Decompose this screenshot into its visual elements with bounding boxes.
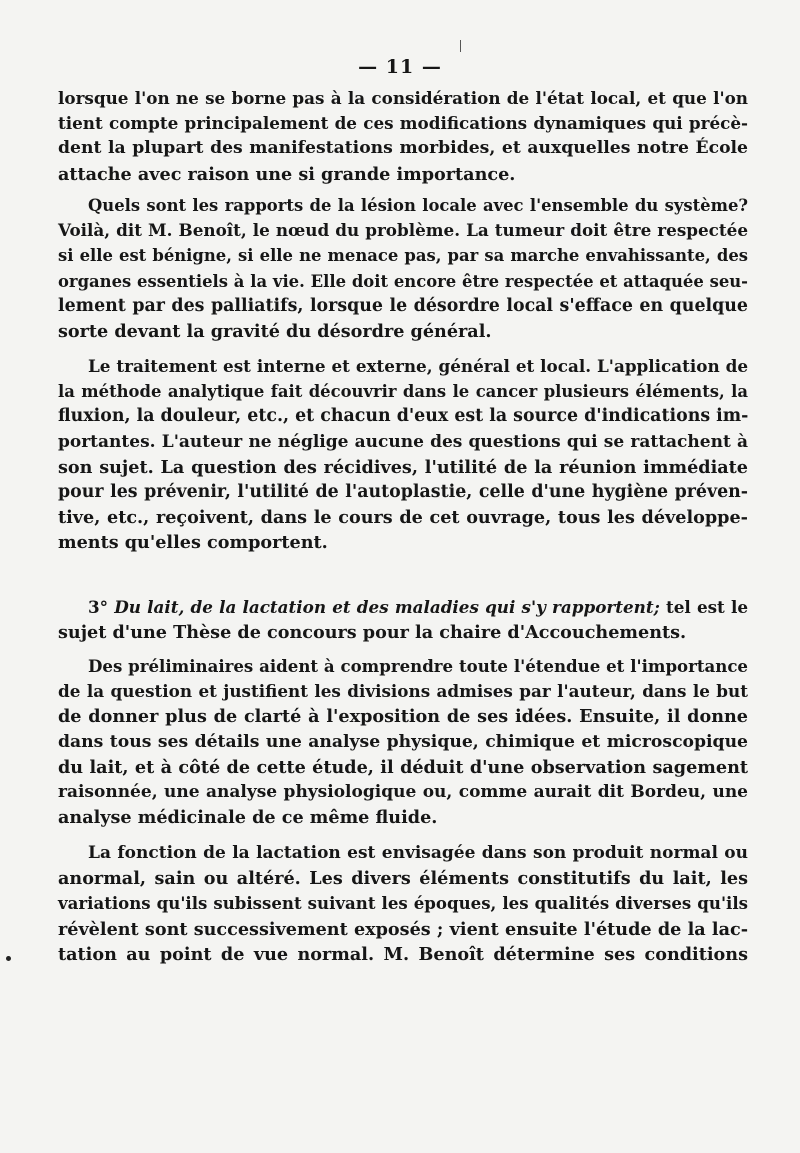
text-line: Quels sont les rapports de la lésion locale avec l'ensemble du système?	[88, 196, 748, 215]
text-line: Le traitement est interne et externe, général et local. L'application de	[88, 356, 748, 376]
text-line: fluxion, la douleur, etc., et chacun d'eux est la source d'indications im-	[58, 406, 749, 427]
text-line: son sujet. La question des récidives, l'utilité de la réunion immédiate	[58, 456, 748, 478]
text-line: La fonction de la lactation est envisagée dans son produit normal ou	[88, 843, 748, 863]
text-line: révèlent sont successivement exposés ; vient ensuite l'étude de la lac-	[58, 918, 748, 940]
text-line: sorte devant la gravité du désordre général.	[58, 321, 492, 343]
text-line	[58, 595, 748, 620]
text-line: si elle est bénigne, si elle ne menace pas, par sa marche envahissante, des	[58, 246, 748, 266]
text-line: tient compte principalement de ces modifications dynamiques qui précè-	[58, 113, 748, 134]
paragraph-4	[58, 595, 748, 645]
text-line: du lait, et à côté de cette étude, il déduit d'une observation sagement	[58, 756, 748, 778]
text-line: dans tous ses détails une analyse physique, chimique et microscopique	[58, 731, 748, 752]
section-number: 3°	[88, 597, 109, 617]
paragraph-5	[58, 654, 748, 830]
paragraph-3	[58, 354, 748, 556]
section-title: Du lait, de la lactation et des maladies qui s'y rapportent;	[114, 597, 660, 617]
paragraph-1	[58, 86, 748, 187]
text-line: tation au point de vue normal. M. Benoît détermine ses conditions	[58, 943, 748, 965]
text-line: lorsque l'on ne se borne pas à la considération de l'état local, et que l'on	[58, 88, 748, 108]
text-line: sujet d'une Thèse de concours pour la chaire d'Accouchements.	[58, 622, 687, 644]
text-line: attache avec raison une si grande importance.	[58, 163, 516, 185]
text-line: dent la plupart des manifestations morbides, et auxquelles notre École	[58, 138, 748, 159]
margin-dot	[6, 956, 11, 961]
text-line: variations qu'ils subissent suivant les époques, les qualités diverses qu'ils	[58, 893, 748, 914]
paragraph-2	[58, 193, 748, 344]
text-line: ments qu'elles comportent.	[58, 532, 328, 554]
text-line: anormal, sain ou altéré. Les divers éléments constitutifs du lait, les	[58, 868, 748, 890]
text-line: Des préliminaires aident à comprendre toute l'étendue et l'importance	[88, 656, 748, 676]
text-line: portantes. L'auteur ne néglige aucune des questions qui se rattachent à	[58, 431, 748, 452]
text-line: raisonnée, une analyse physiologique ou, comme aurait dit Bordeu, une	[58, 782, 748, 803]
text-line: tive, etc., reçoivent, dans le cours de cet ouvrage, tous les développe-	[58, 507, 748, 529]
paragraph-6	[58, 841, 748, 967]
text-line: lement par des palliatifs, lorsque le désordre local s'efface en quelque	[58, 295, 748, 316]
page-number: — 11 —	[358, 56, 442, 78]
text-line: organes essentiels à la vie. Elle doit encore être respectée et attaquée seu-	[58, 271, 748, 291]
text-line: analyse médicinale de ce même fluide.	[58, 807, 438, 829]
text-line: de la question et justifient les divisions admises par l'auteur, dans le but	[58, 681, 748, 702]
text-line: Voilà, dit M. Benoît, le nœud du problème. La tumeur doit être respectée	[58, 220, 748, 241]
text-fragment: tel est le	[665, 597, 749, 617]
margin-tick	[460, 40, 461, 52]
text-line: de donner plus de clarté à l'exposition de ses idées. Ensuite, il donne	[58, 706, 748, 728]
text-line: la méthode analytique fait découvrir dans le cancer plusieurs éléments, la	[58, 382, 748, 402]
text-line: pour les prévenir, l'utilité de l'autoplastie, celle d'une hygiène préven-	[58, 482, 748, 503]
